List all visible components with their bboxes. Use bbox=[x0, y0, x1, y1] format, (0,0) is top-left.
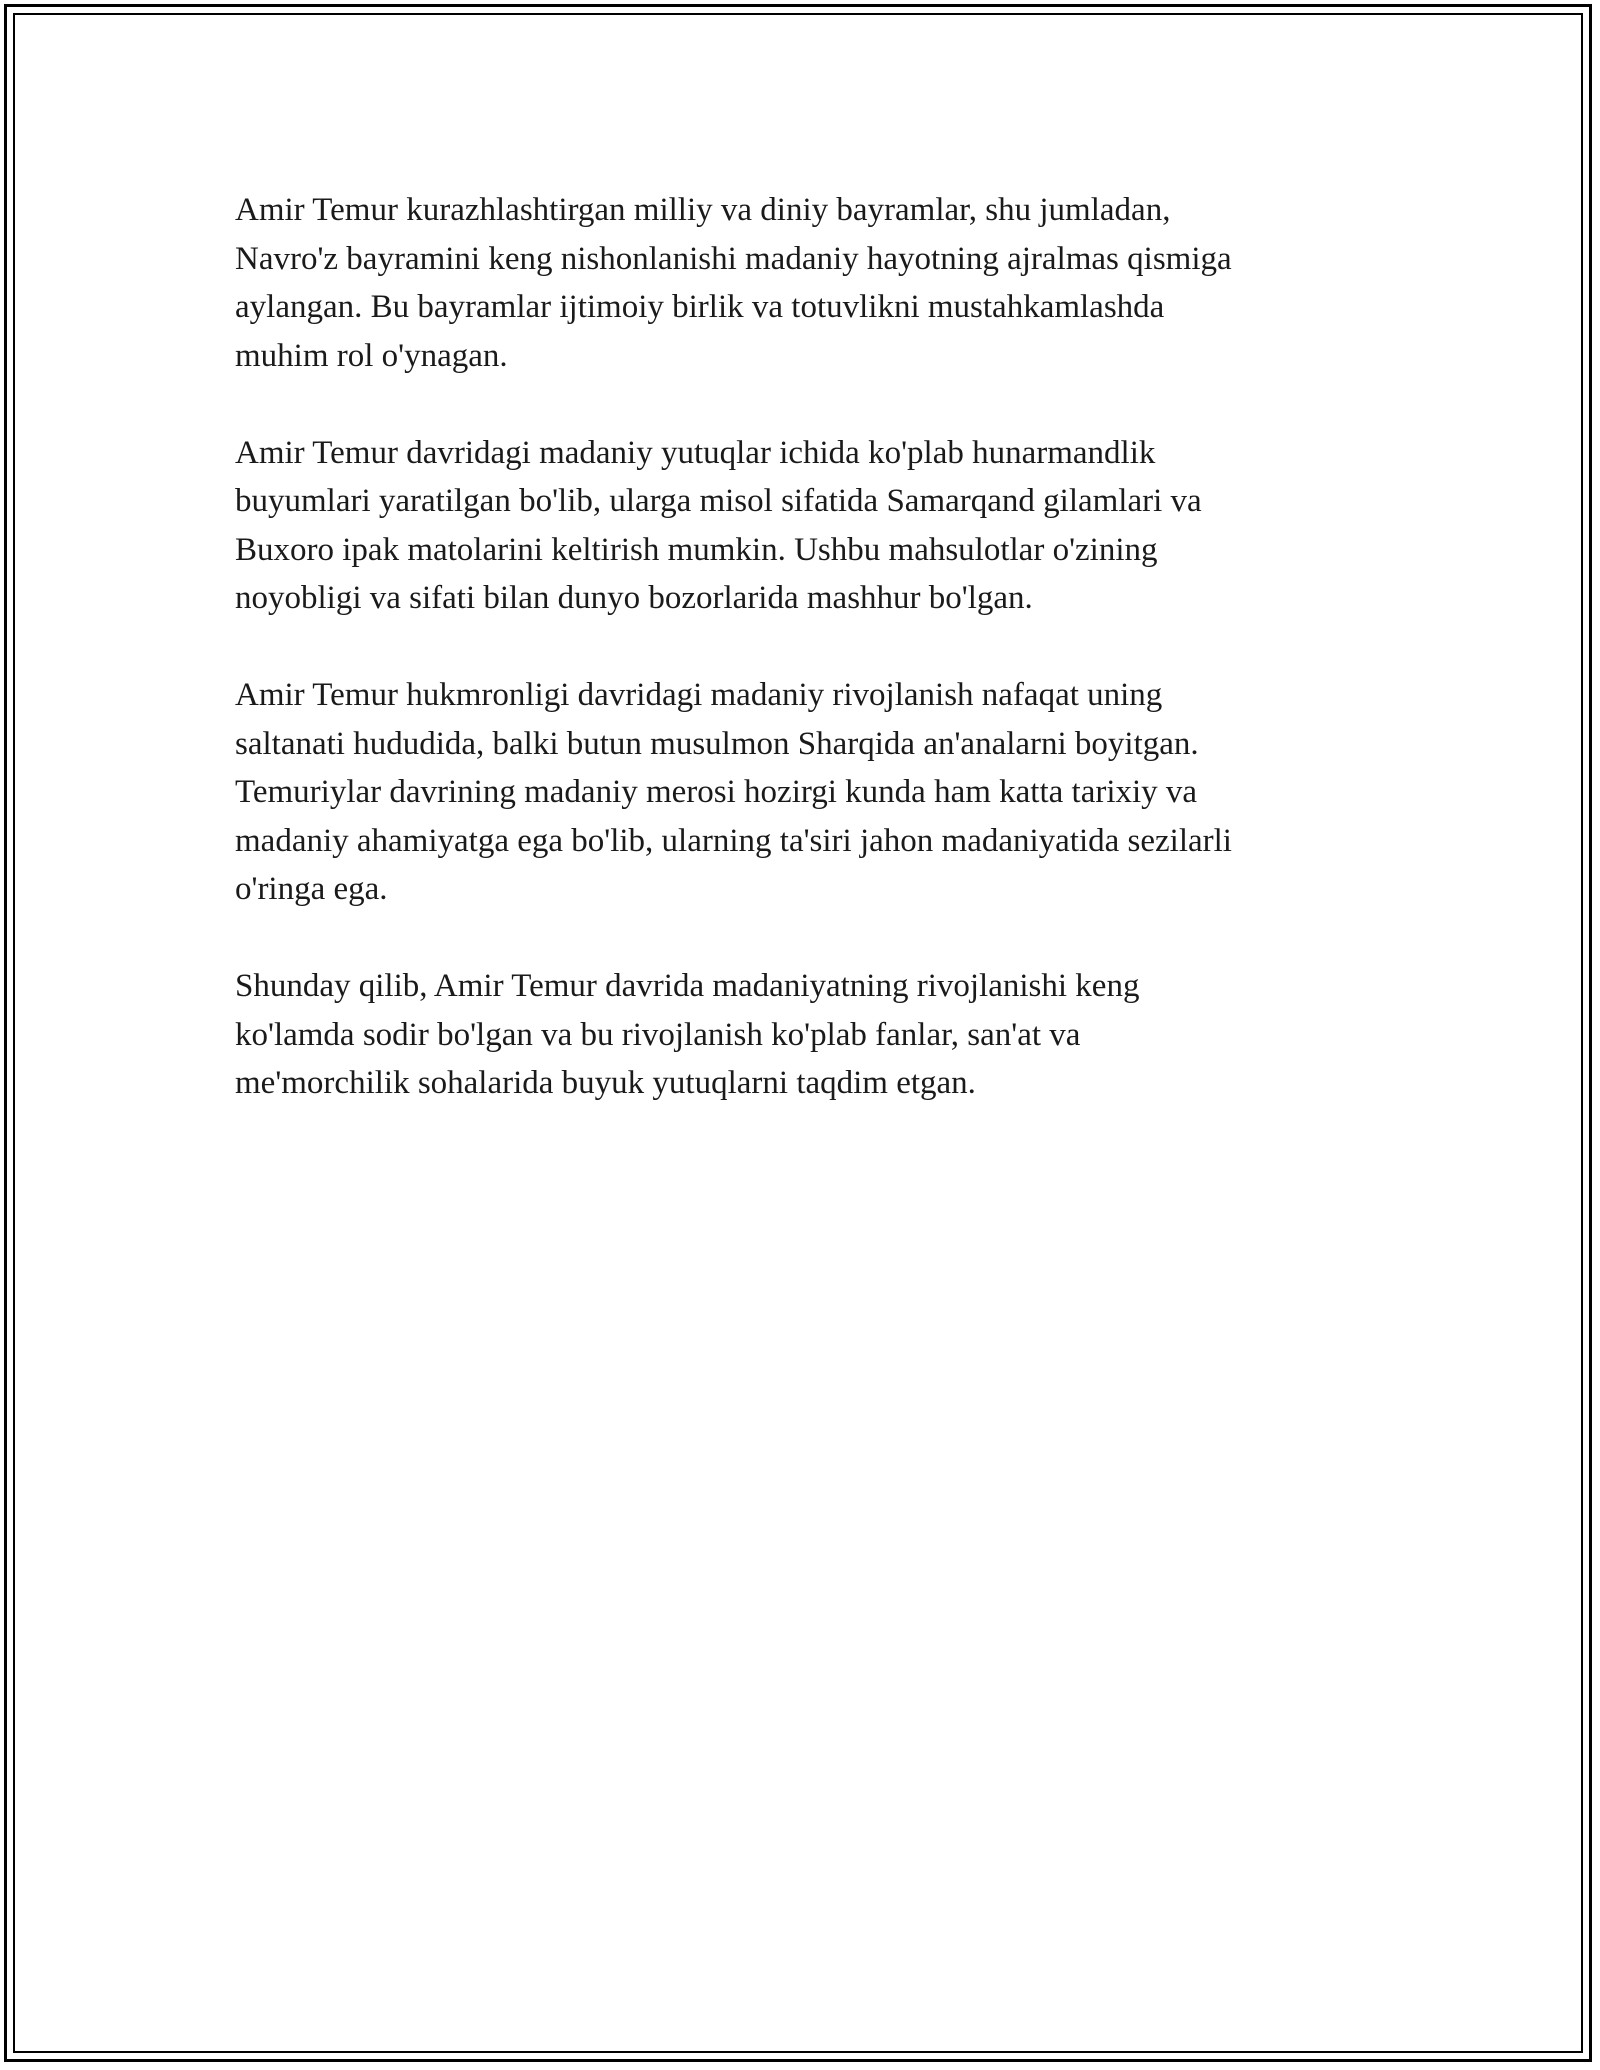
text-line: noyobligi va sifati bilan dunyo bozorlarida mashhur bo'lgan. bbox=[235, 580, 1033, 616]
text-line: Amir Temur kurazhlashtirgan milliy va diniy bayramlar, shu jumladan, bbox=[235, 192, 1171, 228]
text-line: Temuriylar davrining madaniy merosi hozirgi kunda ham katta tarixiy va bbox=[235, 774, 1198, 810]
text-line: Buxoro ipak matolarini keltirish mumkin. Ushbu mahsulotlar o'zining bbox=[235, 531, 1158, 568]
text-line: saltanati hududida, balki butun musulmon Sharqida an'analarni boyitgan. bbox=[235, 725, 1199, 762]
paragraph-3 bbox=[235, 671, 1365, 914]
text-line: o'ringa ega. bbox=[235, 871, 388, 907]
paragraph-1 bbox=[235, 186, 1365, 380]
document-body bbox=[235, 186, 1365, 1156]
text-line: muhim rol o'ynagan. bbox=[235, 337, 508, 374]
text-line: Amir Temur hukmronligi davridagi madaniy rivojlanish nafaqat uning bbox=[235, 677, 1163, 713]
text-line: ko'lamda sodir bo'lgan va bu rivojlanish ko'plab fanlar, san'at va bbox=[235, 1016, 1081, 1053]
text-line: Amir Temur davridagi madaniy yutuqlar ichida ko'plab hunarmandlik bbox=[235, 434, 1156, 471]
paragraph-4 bbox=[235, 962, 1365, 1108]
text-line: madaniy ahamiyatga ega bo'lib, ularning ta'siri jahon madaniyatida sezilarli bbox=[235, 822, 1232, 859]
text-line: Shunday qilib, Amir Temur davrida madaniyatning rivojlanishi keng bbox=[235, 968, 1140, 1004]
text-line: buyumlari yaratilgan bo'lib, ularga misol sifatida Samarqand gilamlari va bbox=[235, 483, 1202, 519]
text-line: aylangan. Bu bayramlar ijtimoiy birlik va totuvlikni mustahkamlashda bbox=[235, 289, 1165, 325]
text-line: me'morchilik sohalarida buyuk yutuqlarni taqdim etgan. bbox=[235, 1065, 976, 1101]
paragraph-2 bbox=[235, 429, 1365, 623]
text-line: Navro'z bayramini keng nishonlanishi madaniy hayotning ajralmas qismiga bbox=[235, 240, 1232, 277]
